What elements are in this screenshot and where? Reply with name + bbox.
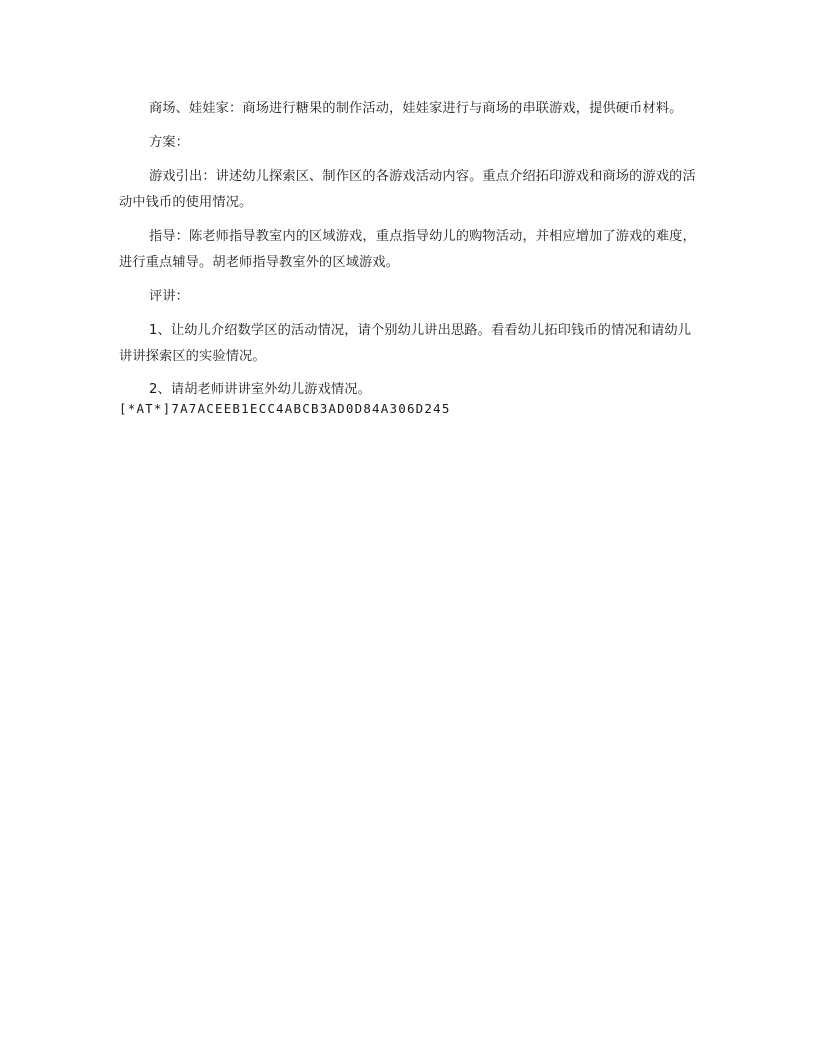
paragraph-plan-heading: 方案： [149, 135, 190, 150]
paragraph-review-heading: 评讲： [149, 289, 190, 304]
paragraph-game-intro: 游戏引出：讲述幼儿探索区、制作区的各游戏活动内容。重点介绍拓印游戏和商场的游戏的活动中钱币的使用情况。 [119, 169, 696, 210]
document-footer-code: [*AT*]7A7ACEEB1ECC4ABCB3AD0D84A306D245 [119, 401, 451, 416]
paragraph-guidance: 指导：陈老师指导教室内的区域游戏，重点指导幼儿的购物活动，并相应增加了游戏的难度，进行重点辅导。胡老师指导教室外的区域游戏。 [119, 229, 696, 270]
paragraph-materials: 商场、娃娃家：商场进行糖果的制作活动，娃娃家进行与商场的串联游戏，提供硬币材料。 [149, 101, 683, 116]
paragraph-review-item-2: 2、请胡老师讲讲室外幼儿游戏情况。 [149, 382, 371, 397]
paragraph-review-item-1: 1、让幼儿介绍数学区的活动情况，请个别幼儿讲出思路。看看幼儿拓印钱币的情况和请幼儿讲讲探索区的实验情况。 [119, 323, 692, 364]
document-body [119, 96, 697, 416]
